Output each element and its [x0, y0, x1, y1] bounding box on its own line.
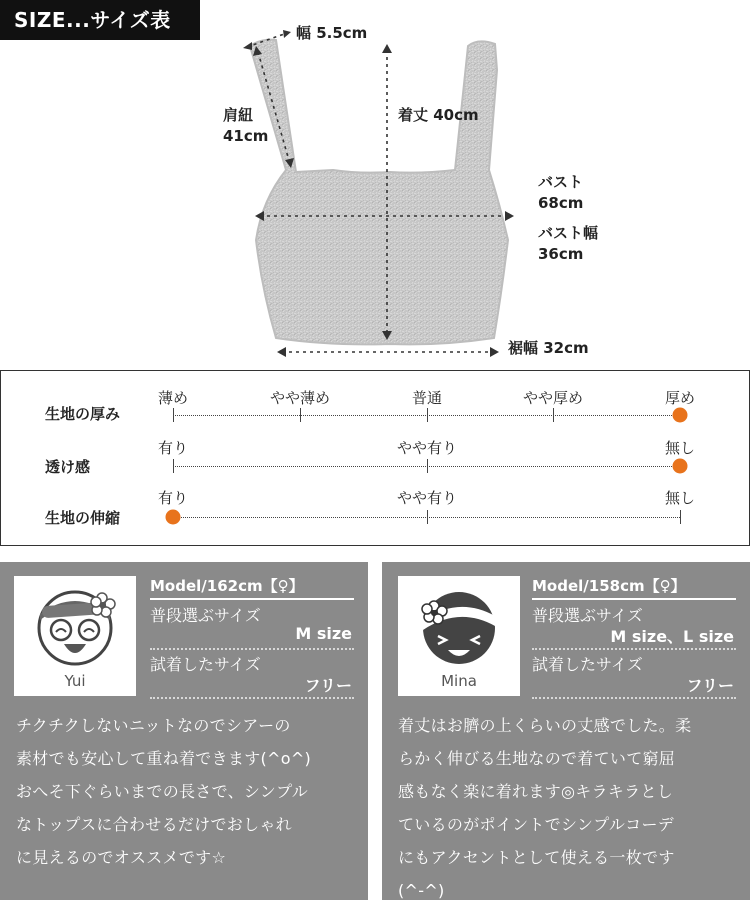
knit-top-shape [250, 40, 508, 345]
divider [150, 598, 354, 600]
avatar [14, 576, 136, 696]
strap-length-label: 肩紐 [223, 106, 254, 124]
tried-size-value: フリー [686, 676, 734, 695]
thickness-tick [553, 408, 554, 422]
bust-value: 68cm [538, 194, 584, 212]
garment-illustration [0, 0, 750, 370]
tried-size-value: フリー [304, 676, 352, 695]
comment-line: らかく伸びる生地なので着ていて窮屈 [398, 749, 676, 768]
divider [150, 697, 354, 699]
sheerness-scale-2: 無し [664, 439, 696, 457]
comment-line: 素材でも安心して重ね着できます(^o^) [16, 749, 312, 768]
bust-label: バスト [538, 173, 584, 191]
comment-line: 着丈はお臍の上くらいの丈感でした。柔 [398, 716, 692, 735]
thickness-scale-4: 厚め [664, 389, 696, 407]
length-label: 着丈 40cm [398, 106, 479, 124]
thickness-marker [673, 408, 688, 423]
model-name: Yui [64, 672, 86, 690]
model-title: Model/162cm【♀】 [150, 577, 304, 595]
comment-line: (^-^) [398, 881, 445, 900]
divider [532, 697, 736, 699]
thickness-tick [427, 408, 428, 422]
avatar [398, 576, 520, 696]
stretch-tick [680, 510, 681, 524]
model-panel-yui [0, 562, 368, 900]
model-comment [398, 709, 691, 900]
thickness-tick [300, 408, 301, 422]
usual-size-value: M size、L size [610, 627, 734, 646]
thickness-scale-3: やや厚め [522, 389, 584, 407]
stretch-scale-1: やや有り [396, 489, 458, 507]
model-name: Mina [441, 672, 477, 690]
thickness-tick [173, 408, 174, 422]
divider [150, 648, 354, 650]
divider [532, 648, 736, 650]
size-chart-title: SIZE...サイズ表 [0, 0, 200, 40]
comment-line: にもアクセントとして使える一枚です [398, 848, 675, 867]
thickness-scale-2: 普通 [411, 389, 443, 407]
thickness-label: 生地の厚み [45, 405, 121, 423]
sheerness-label: 透け感 [45, 458, 91, 476]
yui-face-icon [14, 576, 136, 676]
comment-line: ているのがポイントでシンプルコーデ [398, 815, 675, 834]
thickness-scale-1: やや薄め [269, 389, 331, 407]
size-diagram [0, 0, 750, 370]
stretch-marker [166, 510, 181, 525]
strap-width-label: 幅 5.5cm [296, 24, 368, 42]
comment-line: に見えるのでオススメです☆ [16, 848, 227, 867]
hem-width-label: 裾幅 32cm [508, 339, 589, 357]
comment-line: なトップスに合わせるだけでおしゃれ [16, 815, 292, 834]
tried-size-label: 試着したサイズ [150, 655, 261, 674]
fabric-properties-chart [0, 370, 750, 546]
model-panel-mina [382, 562, 750, 900]
bust-width-label: バスト幅 [538, 224, 599, 242]
comment-line: チクチクしないニットなのでシアーの [16, 716, 291, 735]
sheerness-scale-0: 有り [157, 439, 189, 457]
bust-width-value: 36cm [538, 245, 584, 263]
sheerness-scale-1: やや有り [396, 439, 458, 457]
stretch-label: 生地の伸縮 [45, 509, 121, 527]
sheerness-tick [427, 459, 428, 473]
strap-length-value: 41cm [223, 127, 269, 145]
sheerness-marker [673, 459, 688, 474]
usual-size-label: 普段選ぶサイズ [532, 606, 643, 625]
sheerness-tick [173, 459, 174, 473]
mina-face-icon [398, 576, 520, 676]
usual-size-label: 普段選ぶサイズ [150, 606, 261, 625]
stretch-scale-0: 有り [157, 489, 189, 507]
divider [532, 598, 736, 600]
thickness-scale-0: 薄め [157, 389, 189, 407]
comment-line: おへそ下ぐらいまでの長さで、シンプル [16, 782, 309, 801]
usual-size-value: M size [295, 624, 352, 643]
model-comment [16, 709, 311, 874]
stretch-tick [427, 510, 428, 524]
tried-size-label: 試着したサイズ [532, 655, 643, 674]
model-title: Model/158cm【♀】 [532, 577, 686, 595]
comment-line: 感もなく楽に着れます◎キラキラとし [398, 782, 674, 801]
stretch-scale-2: 無し [664, 489, 696, 507]
